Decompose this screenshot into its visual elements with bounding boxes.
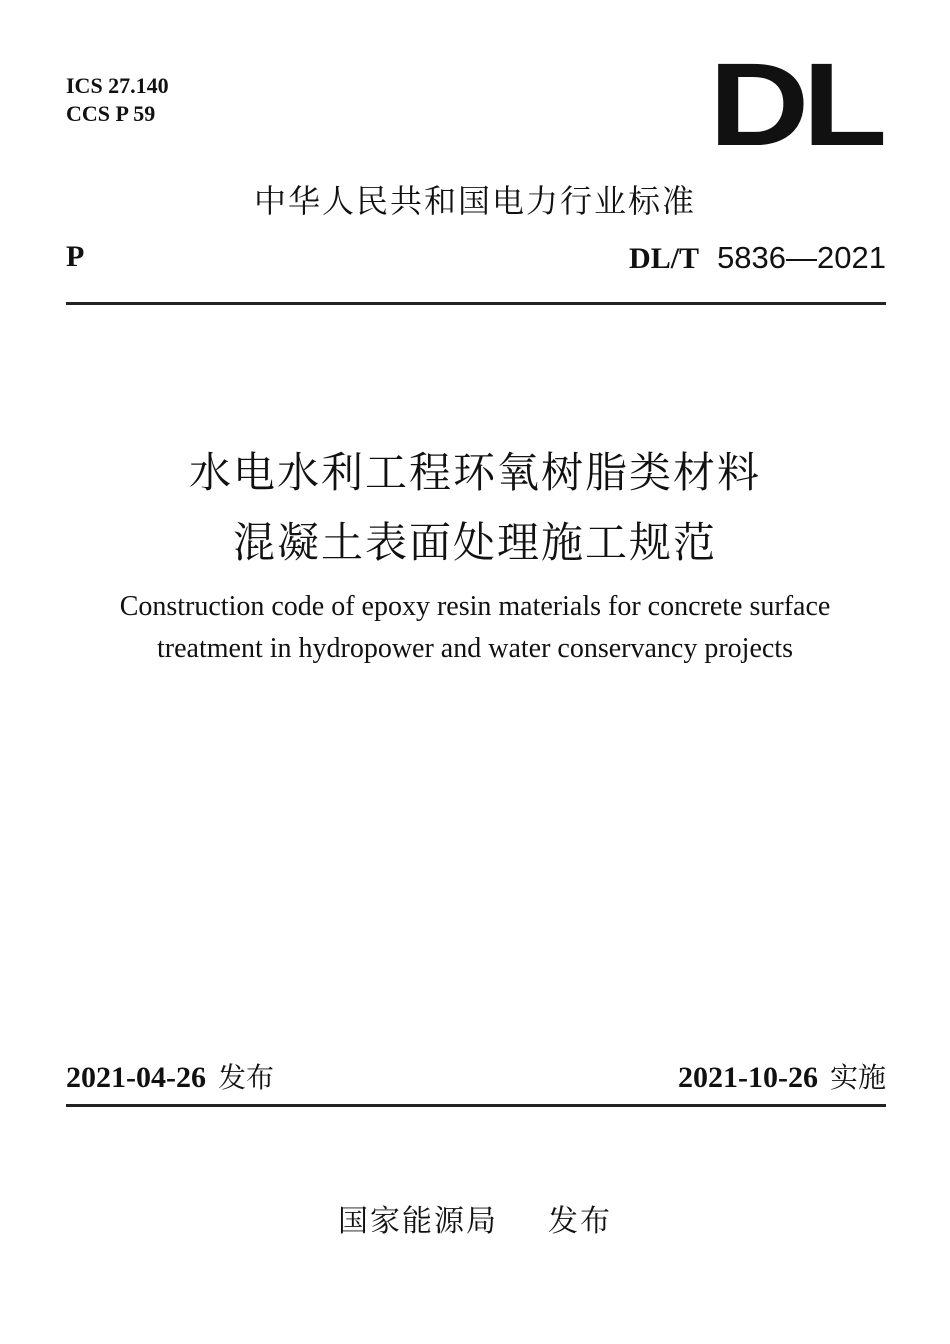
- title-english: [0, 586, 950, 670]
- ccs-code: CCS P 59: [66, 101, 156, 126]
- issuer: [0, 1196, 950, 1240]
- category-code: P: [66, 240, 85, 273]
- dl-logo: DL: [708, 39, 880, 171]
- title-chinese: [0, 438, 950, 578]
- classification-codes: [66, 72, 169, 128]
- effective-date: [678, 1056, 886, 1096]
- issue-date-label: 发布: [217, 1061, 274, 1094]
- bottom-divider: [66, 1104, 886, 1107]
- issuer-name: 国家能源局: [338, 1204, 498, 1239]
- standard-prefix: DL/T: [629, 242, 700, 275]
- effective-date-label: 实施: [829, 1061, 886, 1094]
- title-chinese-line2: 混凝土表面处理施工规范: [232, 518, 717, 567]
- title-english-line2: treatment in hydropower and water conservancy projects: [157, 633, 793, 664]
- issuer-action: 发布: [548, 1204, 612, 1239]
- ics-code: ICS 27.140: [66, 73, 169, 98]
- standard-number-value: 5836—2021: [717, 240, 886, 275]
- standard-type: 中华人民共和国电力行业标准: [253, 182, 696, 220]
- issue-date-value: 2021-04-26: [66, 1061, 206, 1094]
- top-divider: [66, 302, 886, 305]
- effective-date-value: 2021-10-26: [678, 1061, 818, 1094]
- title-chinese-line1: 水电水利工程环氧树脂类材料: [188, 448, 761, 497]
- standard-number: [629, 240, 886, 276]
- issue-date: [66, 1056, 274, 1096]
- title-english-line1: Construction code of epoxy resin materials for concrete surface: [119, 591, 831, 622]
